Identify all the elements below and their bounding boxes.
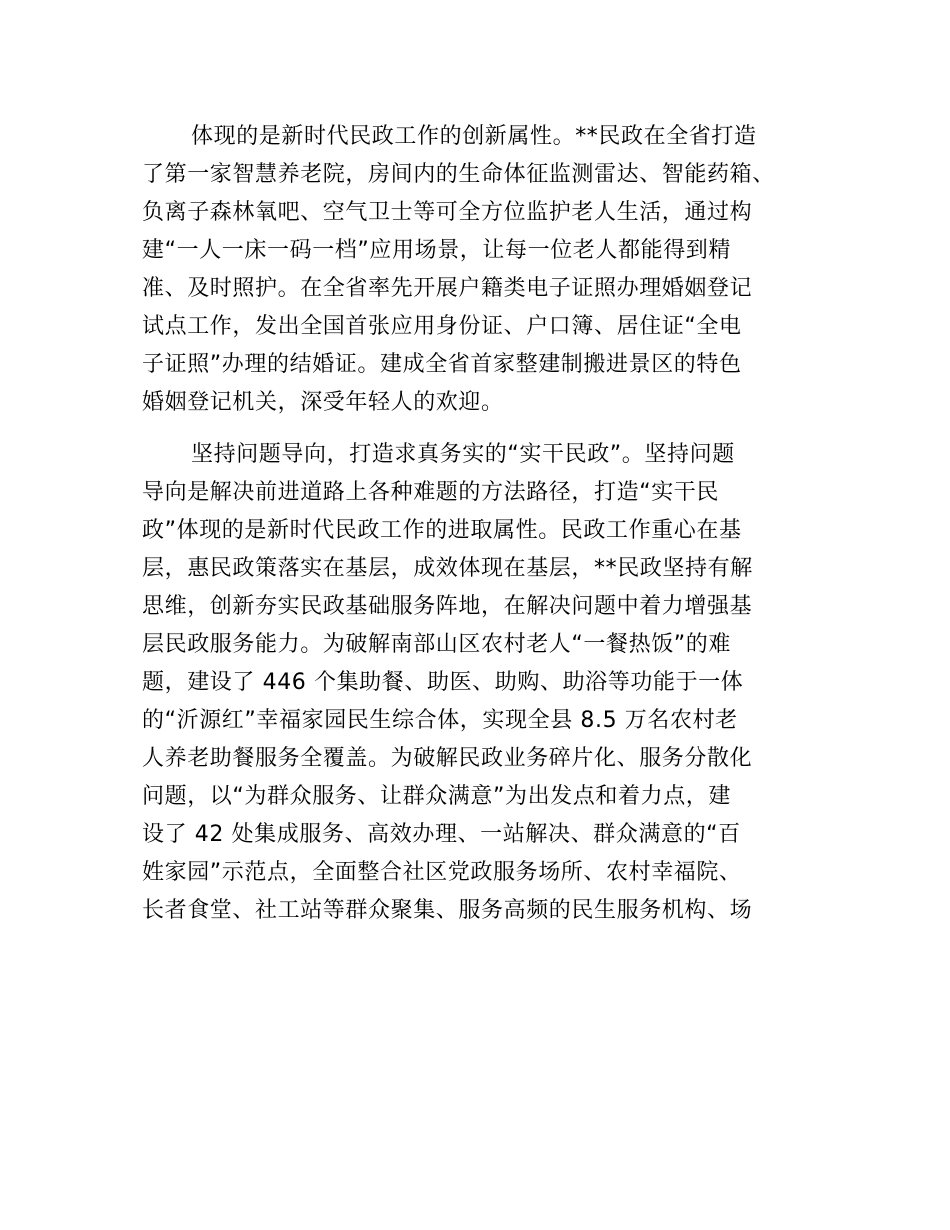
text-line: 坚持问题导向，打造求真务实的“实干民政”。坚持问题: [191, 442, 735, 467]
text-line: 姓家园”示范点，全面整合社区党政服务场所、农村幸福院、: [142, 860, 742, 885]
text-line: 准、及时照护。在全省率先开展户籍类电子证照办理婚姻登记: [142, 276, 753, 301]
text-line: 婚姻登记机关，深受年轻人的欢迎。: [142, 390, 504, 415]
paragraph-2: [142, 436, 818, 930]
text-line: 试点工作，发出全国首张应用身份证、户口簿、居住证“全电: [142, 314, 742, 339]
text-line: 设了 42 处集成服务、高效办理、一站解决、群众满意的“百: [142, 822, 741, 847]
paragraph-1: [142, 118, 818, 422]
text-line: 的“沂源红”幸福家园民生综合体，实现全县 8.5 万名农村老: [142, 708, 738, 733]
text-line: 层，惠民政策落实在基层，成效体现在基层，**民政坚持有解: [142, 556, 753, 581]
text-line: 负离子森林氧吧、空气卫士等可全方位监护老人生活，通过构: [142, 200, 753, 225]
text-line: 政”体现的是新时代民政工作的进取属性。民政工作重心在基: [142, 518, 742, 543]
text-line: 长者食堂、社工站等群众聚集、服务高频的民生服务机构、场: [142, 898, 753, 923]
text-line: 了第一家智慧养老院，房间内的生命体征监测雷达、智能药箱、: [142, 162, 775, 187]
text-line: 体现的是新时代民政工作的创新属性。**民政在全省打造: [191, 124, 757, 149]
text-line: 思维，创新夯实民政基础服务阵地，在解决问题中着力增强基: [142, 594, 753, 619]
document-body: [142, 118, 818, 930]
text-line: 题，建设了 446 个集助餐、助医、助购、助浴等功能于一体: [142, 670, 744, 695]
text-line: 层民政服务能力。为破解南部山区农村老人“一餐热饭”的难: [142, 632, 731, 657]
text-line: 子证照”办理的结婚证。建成全省首家整建制搬进景区的特色: [142, 352, 742, 377]
text-line: 导向是解决前进道路上各种难题的方法路径，打造“实干民: [142, 480, 719, 505]
text-line: 人养老助餐服务全覆盖。为破解民政业务碎片化、服务分散化: [142, 746, 753, 771]
text-line: 建“一人一床一码一档”应用场景，让每一位老人都能得到精: [142, 238, 731, 263]
text-line: 问题，以“为群众服务、让群众满意”为出发点和着力点，建: [142, 784, 731, 809]
